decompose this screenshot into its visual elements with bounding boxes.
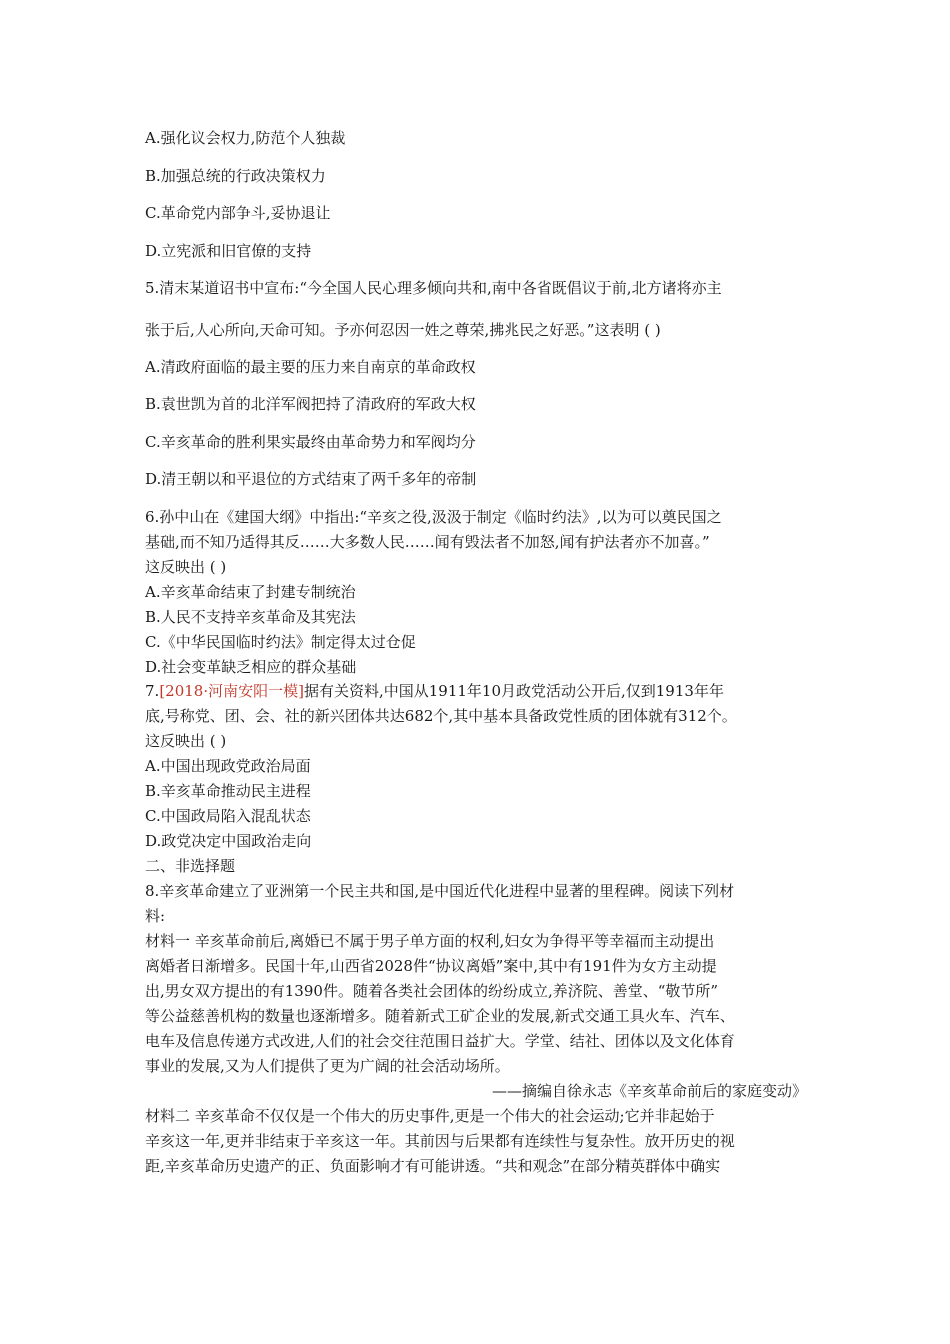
q7-stem-text: 据有关资料,中国从1911年10月政党活动公开后,仅到1913年年 <box>303 682 724 700</box>
q7-stem-line2: 底,号称党、团、会、社的新兴团体共达682个,其中基本具备政党性质的团体就有312个。 <box>145 707 737 725</box>
q6-stem-line1: 6.孙中山在《建国大纲》中指出:“辛亥之役,汲汲于制定《临时约法》,以为可以奠民国之 <box>145 508 722 526</box>
material2-line: 材料二 辛亥革命不仅仅是一个伟大的历史事件,更是一个伟大的社会运动;它并非起始于 <box>145 1107 715 1125</box>
q7-option-c: C.中国政局陷入混乱状态 <box>145 807 311 825</box>
q7-number: 7. <box>145 682 160 700</box>
material1-line: 出,男女双方提出的有1390件。随着各类社会团体的纷纷成立,养济院、善堂、“敬节所” <box>145 982 719 1000</box>
q7-stem-line3: 这反映出 ( ) <box>145 732 227 750</box>
q4-option-a: A.强化议会权力,防范个人独裁 <box>145 129 346 147</box>
q5-option-c: C.辛亥革命的胜利果实最终由革命势力和军阀均分 <box>145 433 476 451</box>
q6-option-d: D.社会变革缺乏相应的群众基础 <box>145 658 357 676</box>
q8-stem-line1: 8.辛亥革命建立了亚洲第一个民主共和国,是中国近代化进程中显著的里程碑。阅读下列材 <box>145 882 735 900</box>
material1-line: 离婚者日渐增多。民国十年,山西省2028件“协议离婚”案中,其中有191件为女方主动提 <box>145 957 717 975</box>
q6-stem-line2: 基础,而不知乃适得其反……大多数人民……闻有毁法者不加怒,闻有护法者亦不加喜。” <box>145 533 710 551</box>
q7-stem-line1 <box>145 681 724 701</box>
q6-stem-line3: 这反映出 ( ) <box>145 558 227 576</box>
section-title: 二、非选择题 <box>145 857 236 875</box>
q7-option-a: A.中国出现政党政治局面 <box>145 757 311 775</box>
material1-line: 电车及信息传递方式改进,人们的社会交往范围日益扩大。学堂、结社、团体以及文化体育 <box>145 1032 735 1050</box>
q4-option-c: C.革命党内部争斗,妥协退让 <box>145 204 331 222</box>
material2-line: 辛亥这一年,更并非结束于辛亥这一年。其前因与后果都有连续性与复杂性。放开历史的视 <box>145 1132 735 1150</box>
material2-line: 距,辛亥革命历史遗产的正、负面影响才有可能讲透。“共和观念”在部分精英群体中确实 <box>145 1157 721 1175</box>
q5-option-b: B.袁世凯为首的北洋军阀把持了清政府的军政大权 <box>145 395 476 413</box>
q5-option-a: A.清政府面临的最主要的压力来自南京的革命政权 <box>145 358 476 376</box>
q5-option-d: D.清王朝以和平退位的方式结束了两千多年的帝制 <box>145 470 477 488</box>
q6-option-b: B.人民不支持辛亥革命及其宪法 <box>145 608 356 626</box>
q7-option-b: B.辛亥革命推动民主进程 <box>145 782 311 800</box>
q7-option-d: D.政党决定中国政治走向 <box>145 832 312 850</box>
q4-option-d: D.立宪派和旧官僚的支持 <box>145 242 312 260</box>
q6-option-c: C.《中华民国临时约法》制定得太过仓促 <box>145 633 416 651</box>
q4-option-b: B.加强总统的行政决策权力 <box>145 167 326 185</box>
material1-line: 事业的发展,又为人们提供了更为广阔的社会活动场所。 <box>145 1057 510 1075</box>
q8-stem-line2: 料: <box>145 907 166 925</box>
material1-citation: ——摘编自徐永志《辛亥革命前后的家庭变动》 <box>491 1082 807 1100</box>
q5-stem-line1: 5.清末某道诏书中宣布:“今全国人民心理多倾向共和,南中各省既倡议于前,北方诸将亦主 <box>145 279 722 297</box>
q7-source-tag: [2018·河南安阳一模] <box>159 682 304 700</box>
q6-option-a: A.辛亥革命结束了封建专制统治 <box>145 583 356 601</box>
material1-line: 等公益慈善机构的数量也逐渐增多。随着新式工矿企业的发展,新式交通工具火车、汽车、 <box>145 1007 735 1025</box>
q5-stem-line2: 张于后,人心所向,天命可知。予亦何忍因一姓之尊荣,拂兆民之好恶。”这表明 ( ) <box>145 321 661 339</box>
material1-line: 材料一 辛亥革命前后,离婚已不属于男子单方面的权利,妇女为争得平等幸福而主动提出 <box>145 932 715 950</box>
